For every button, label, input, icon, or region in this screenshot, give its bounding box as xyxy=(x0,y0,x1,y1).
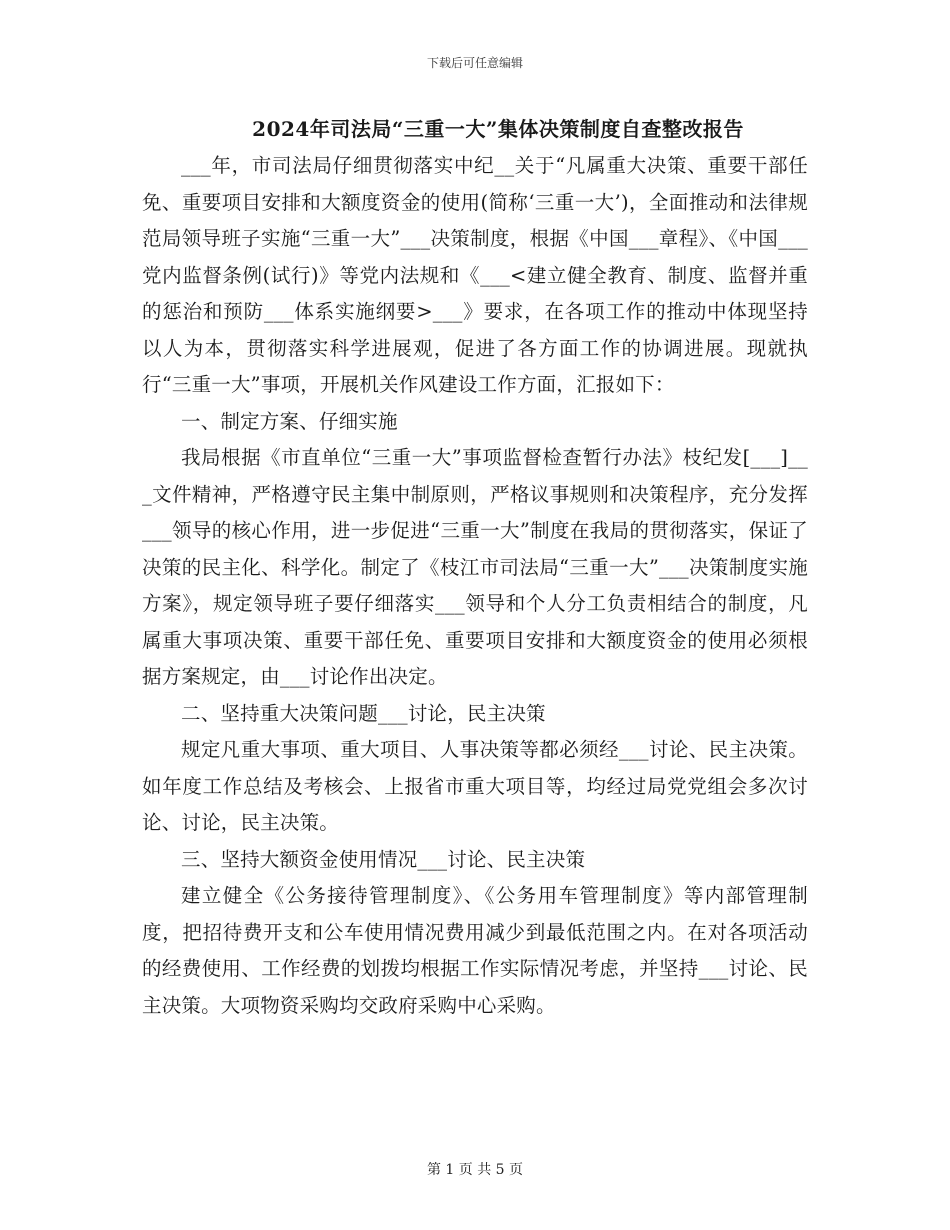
paragraph-section-2: 规定凡重大事项、重大项目、人事决策等都必须经___讨论、民主决策。如年度工作总结及考核会、上报省市重大项目等，均经过局党党组会多次讨论、讨论，民主决策。 xyxy=(142,738,808,834)
paragraph-section-3: 建立健全《公务接待管理制度》、《公务用车管理制度》等内部管理制度，把招待费开支和公车使用情况费用减少到最低范围之内。在对各项活动的经费使用、工作经费的划拨均根据工作实际情况考虑，并坚持___讨论、民主决策。大项物资采购均交政府采购中心采购。 xyxy=(142,884,808,1017)
section-heading-1: 一、制定方案、仔细实施 xyxy=(181,409,398,433)
section-heading-2: 二、坚持重大决策问题___讨论，民主决策 xyxy=(181,701,546,725)
paragraph-intro: ___年，市司法局仔细贯彻落实中纪__关于“凡属重大决策、重要干部任免、重要项目安排和大额度资金的使用(简称‘三重一大’)，全面推动和法律规范局领导班子实施“三重一大”___决策制度，根据《中国___章程》、《中国___党内监督条例(试行)》等党内法规和《___<建立健全教育、制度、监督并重的惩治和预防___体系实施纲要>___》要求，在各项工作的推动中体现坚持以人为本，贯彻落实科学进展观，促进了各方面工作的协调进展。现就执行“三重一大”事项，开展机关作风建设工作方面，汇报如下： xyxy=(142,154,808,396)
page-number-footer: 第 1 页 共 5 页 xyxy=(426,1162,524,1178)
paragraph-section-1: 我局根据《市直单位“三重一大”事项监督检查暂行办法》枝纪发[___]___文件精神，严格遵守民主集中制原则，严格议事规则和决策程序，充分发挥___领导的核心作用，进一步促进“三重一大”制度在我局的贯彻落实，保证了决策的民主化、科学化。制定了《枝江市司法局“三重一大”___决策制度实施方案》，规定领导班子要仔细落实___领导和个人分工负责相结合的制度，凡属重大事项决策、重要干部任免、重要项目安排和大额度资金的使用必须根据方案规定，由___讨论作出决定。 xyxy=(142,446,808,688)
header-note: 下载后可任意编辑 xyxy=(426,56,523,70)
document-body xyxy=(142,148,808,1024)
section-heading-3: 三、坚持大额资金使用情况___讨论、民主决策 xyxy=(181,847,586,871)
document-title: 2024年司法局“三重一大”集体决策制度自查整改报告 xyxy=(252,117,744,141)
